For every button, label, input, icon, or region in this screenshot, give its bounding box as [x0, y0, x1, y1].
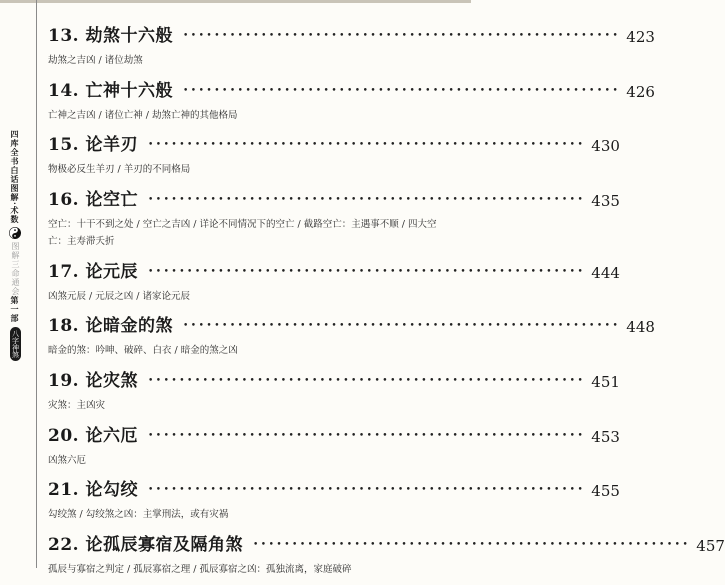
toc-entry-subtopics: 物极必反生羊刃 / 羊刃的不同格局	[48, 164, 191, 176]
toc-entry-subtopics: 勾绞煞 / 勾绞煞之凶：主掌刑法，或有灾祸	[48, 509, 229, 521]
dot-leader: ••••••••••••••••••••••••••••••••••••••••••••••••••••••••	[183, 85, 621, 96]
toc-entry-title: 21. 论勾绞	[48, 480, 138, 501]
yin-yang-icon	[9, 227, 21, 239]
toc-page-number: 423	[626, 28, 655, 46]
dot-leader: ••••••••••••••••••••••••••••••••••••••••••••••••••••••••	[148, 266, 586, 277]
table-of-contents	[48, 22, 725, 585]
dot-leader: ••••••••••••••••••••••••••••••••••••••••••••••••••••••••	[148, 194, 586, 205]
toc-entry-subtopics: 孤辰与寡宿之判定 / 孤辰寡宿之理 / 孤辰寡宿之凶：孤独流离，家庭破碎	[48, 563, 352, 575]
toc-entry-subtopics: 凶煞六厄	[48, 454, 87, 466]
toc-page-number: 451	[591, 372, 620, 391]
toc-entry[interactable]	[48, 186, 620, 258]
toc-entry[interactable]	[48, 77, 655, 132]
toc-entry[interactable]	[48, 312, 655, 367]
toc-page-number: 430	[591, 137, 620, 156]
toc-entry[interactable]	[48, 22, 655, 77]
toc-entry-title: 16. 论空亡	[48, 189, 138, 210]
toc-page-number: 453	[591, 427, 620, 446]
toc-entry-title: 14. 亡神十六般	[48, 80, 173, 101]
toc-entry-subtopics: 空亡：十干不到之处 / 空亡之吉凶 / 详论不同情况下的空亡 / 截路空亡：主遇事不顺 / 四大空亡：主寿滞夭折	[48, 218, 437, 247]
book-title: 图解三命通会	[11, 241, 20, 296]
toc-entry[interactable]	[48, 531, 725, 585]
spine-sidebar	[0, 130, 30, 390]
margin-rule	[36, 0, 37, 568]
toc-entry-title: 22. 论孤辰寡宿及隔角煞	[48, 534, 243, 555]
toc-page-number: 435	[591, 191, 620, 210]
toc-entry-subtopics: 劫煞之吉凶 / 诸位劫煞	[48, 55, 143, 66]
toc-entry[interactable]	[48, 476, 620, 531]
dot-leader: ••••••••••••••••••••••••••••••••••••••••••••••••••••••••	[253, 539, 691, 550]
toc-page-number: 444	[591, 263, 620, 282]
part-label: 第一部	[10, 295, 20, 323]
toc-entry[interactable]	[48, 258, 620, 313]
chapter-seal: 八字神煞	[10, 327, 21, 361]
toc-page-number: 457	[696, 536, 725, 555]
dot-leader: ••••••••••••••••••••••••••••••••••••••••••••••••••••••••	[183, 31, 621, 41]
toc-entry-title: 18. 论暗金的煞	[48, 316, 173, 337]
toc-entry[interactable]	[48, 131, 620, 186]
toc-entry-title: 19. 论灾煞	[48, 370, 138, 391]
toc-page-number: 448	[626, 318, 655, 337]
dot-leader: ••••••••••••••••••••••••••••••••••••••••••••••••••••••••	[148, 375, 586, 386]
toc-entry-subtopics: 亡神之吉凶 / 诸位亡神 / 劫煞亡神的其他格局	[48, 109, 238, 121]
toc-entry-subtopics: 凶煞元辰 / 元辰之凶 / 诸家论元辰	[48, 290, 190, 302]
toc-page-number: 455	[591, 482, 620, 501]
toc-entry-title: 13. 劫煞十六般	[48, 26, 173, 46]
toc-entry[interactable]	[48, 367, 620, 422]
toc-entry-title: 20. 论六厄	[48, 425, 138, 446]
toc-entry-subtopics: 暗金的煞：吟呻、破碎、白衣 / 暗金的煞之凶	[48, 345, 238, 357]
page-top-edge	[0, 0, 471, 3]
dot-leader: ••••••••••••••••••••••••••••••••••••••••••••••••••••••••	[148, 485, 586, 496]
series-title: 四库全书白话图解·术数	[10, 130, 20, 224]
dot-leader: ••••••••••••••••••••••••••••••••••••••••••••••••••••••••	[148, 140, 586, 151]
toc-entry-title: 17. 论元辰	[48, 261, 138, 282]
toc-page-number: 426	[626, 82, 655, 101]
toc-entry-title: 15. 论羊刃	[48, 135, 138, 156]
toc-entry-subtopics: 灾煞：主凶灾	[48, 399, 106, 411]
toc-entry[interactable]	[48, 422, 620, 477]
dot-leader: ••••••••••••••••••••••••••••••••••••••••••••••••••••••••	[183, 321, 621, 332]
dot-leader: ••••••••••••••••••••••••••••••••••••••••••••••••••••••••	[148, 430, 586, 441]
